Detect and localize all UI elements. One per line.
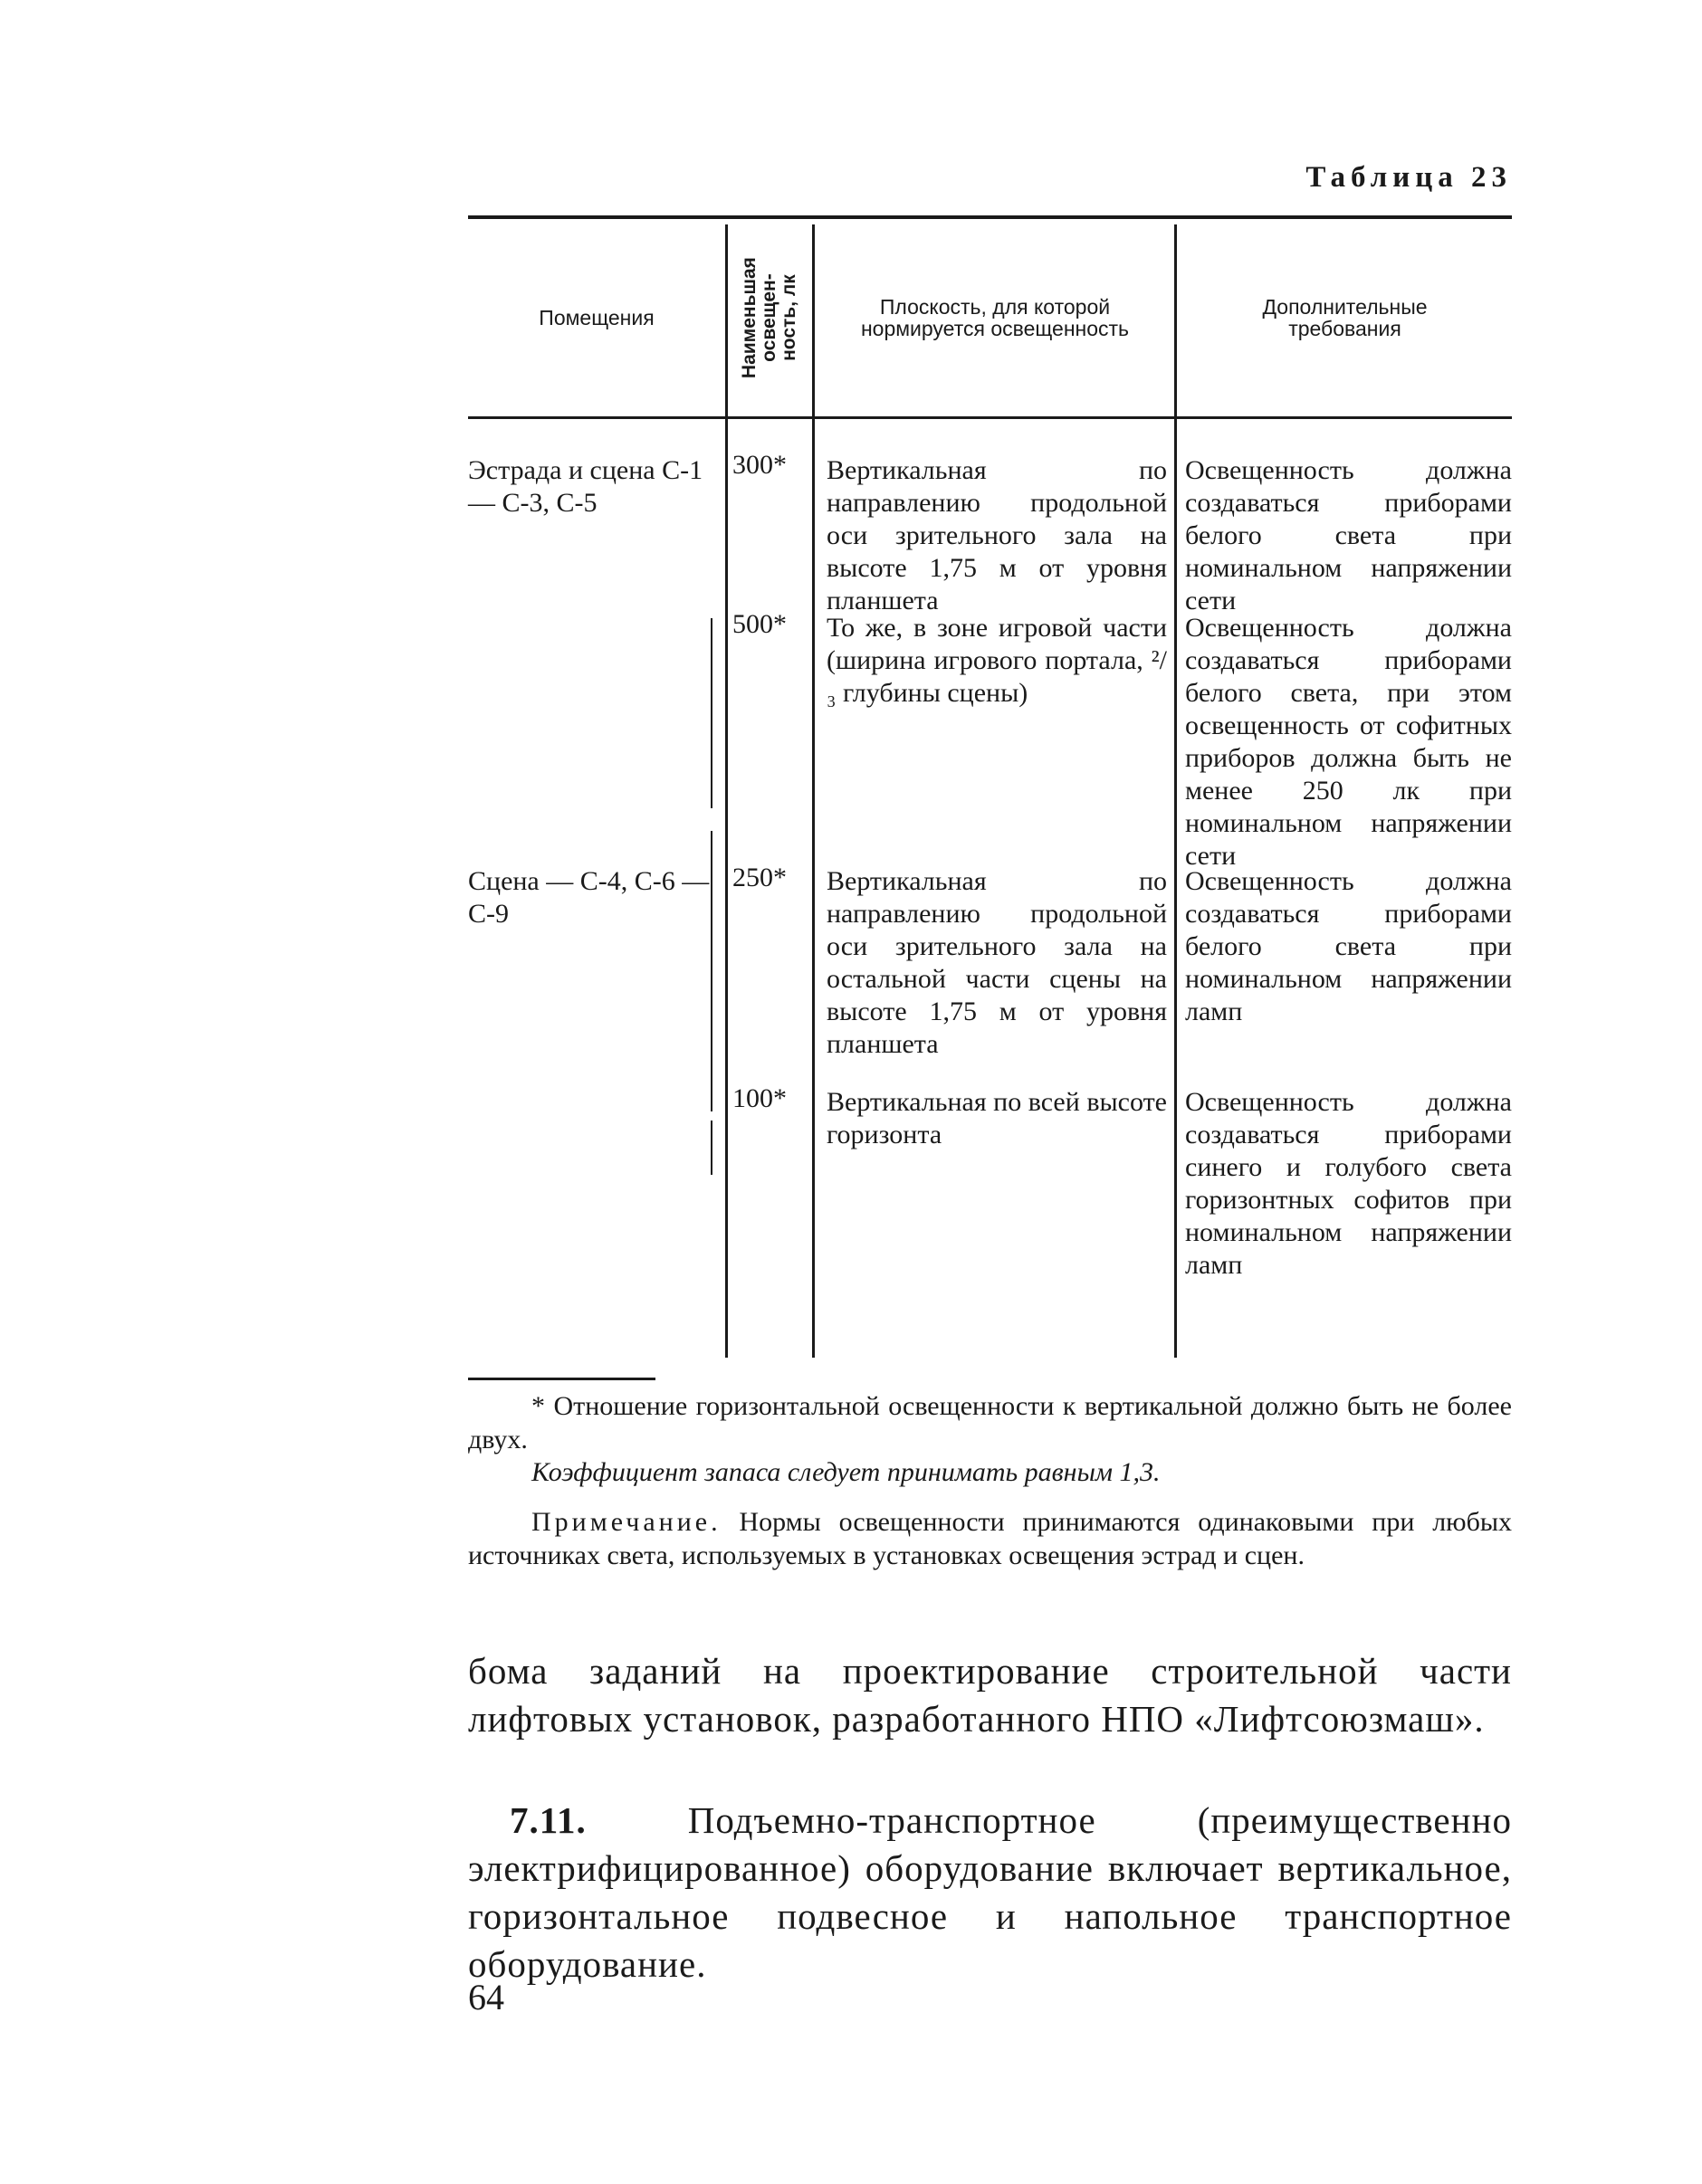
row-lux-cell: 500* xyxy=(732,609,787,639)
column-divider xyxy=(1174,224,1177,1358)
row-plane-cell: То же, в зоне игровой части (ширина игрового портала, ²/₃ глубины сцены) xyxy=(827,613,1167,708)
row-plane-cell: Вертикальная по направлению продольной оси зрительного зала на высоте 1,75 м от уровня планшета xyxy=(827,455,1167,615)
row-extra-cell: Освещенность должна создаваться приборами белого света при номинальном напряжении ламп xyxy=(1185,866,1512,1026)
row-room-cell: Эстрада и сцена С-1 — С-3, С-5 xyxy=(468,455,703,518)
section-text: Подъемно-транспортное (преимущественно электрифицированное) оборудование включает вертикальное, горизонтальное подвесное и напольное транспортное оборудование. xyxy=(468,1799,1512,1985)
row-extra-cell: Освещенность должна создаваться приборами синего и голубого света горизонтных софитов при номинальном напряжении ламп xyxy=(1185,1087,1512,1280)
remark-text: Нормы освещенности принимаются одинаковыми при любых источниках света, используемых в установках освещения эстрад и сцен. xyxy=(468,1507,1512,1570)
row-lux-cell: 250* xyxy=(732,863,787,892)
header-extra xyxy=(1178,221,1512,415)
header-rooms xyxy=(468,221,725,415)
column-divider xyxy=(812,224,815,1358)
row-room-cell: Сцена — С-4, С-6 — С-9 xyxy=(468,866,710,929)
footnote: * Отношение горизонтальной освещенности к вертикальной должно быть не более двух. xyxy=(468,1391,1512,1454)
section-number: 7.11. xyxy=(510,1799,587,1841)
header-extra-label: Дополнительные требования xyxy=(1262,294,1428,340)
illumination-table xyxy=(468,215,1512,1358)
table-header-rule xyxy=(468,416,1512,419)
row-lux-cell: 100* xyxy=(732,1083,787,1113)
header-plane-label: Плоскость, для которой нормируется освещенность xyxy=(860,294,1130,340)
header-lux xyxy=(729,221,810,415)
footnote-rule xyxy=(468,1378,655,1380)
row-extra-cell: Освещенность должна создаваться приборами белого света при номинальном напряжении сети xyxy=(1185,455,1512,615)
row-extra-cell: Освещенность должна создаваться приборами белого света, при этом освещенность от софитных приборов должна быть не менее 250 лк при номинальном напряжении сети xyxy=(1185,613,1512,871)
remark-note xyxy=(468,1505,1512,1572)
row-plane-cell: Вертикальная по всей высоте горизонта xyxy=(827,1087,1167,1149)
row-plane-cell: Вертикальная по направлению продольной оси зрительного зала на остальной части сцены на высоте 1,75 м от уровня планшета xyxy=(827,866,1167,1059)
coefficient-note: Коэффициент запаса следует принимать равным 1,3. xyxy=(531,1457,1161,1487)
group-brace xyxy=(711,618,712,808)
column-divider xyxy=(725,224,728,1358)
body-paragraph: бома заданий на проектирование строительной части лифтовых установок, разработанного НПО «Лифтсоюзмаш». xyxy=(468,1650,1512,1740)
body-paragraph xyxy=(468,1797,1512,1988)
header-plane xyxy=(816,221,1174,415)
row-lux-cell: 300* xyxy=(732,450,787,480)
table-top-rule xyxy=(468,215,1512,219)
page-number: 64 xyxy=(468,1977,504,2017)
header-lux-label: Наименьшая освещен-ность, лк xyxy=(738,256,800,378)
table-caption: Таблица 23 xyxy=(1305,161,1512,194)
remark-label: Примечание. xyxy=(531,1507,722,1537)
group-brace xyxy=(711,1121,712,1175)
header-rooms-label: Помещения xyxy=(539,305,655,329)
